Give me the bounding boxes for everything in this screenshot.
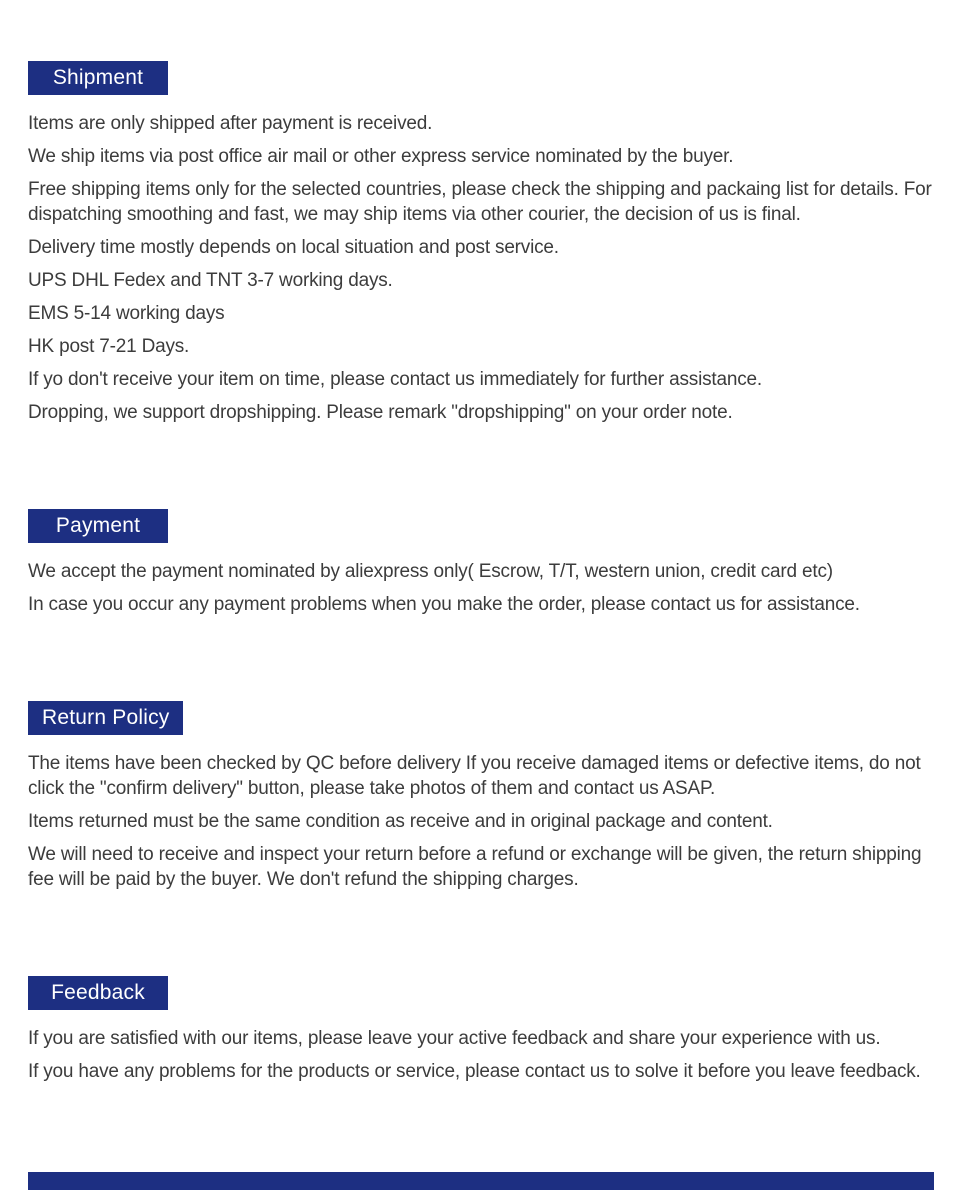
payment-paragraph: We accept the payment nominated by aliexpress only( Escrow, T/T, western union, credit card etc) [28,561,833,582]
shipment-paragraph: Delivery time mostly depends on local situation and post service. [28,237,559,258]
feedback-paragraph: If you are satisfied with our items, please leave your active feedback and share your experience with us. [28,1028,881,1049]
shipment-paragraph: Items are only shipped after payment is received. [28,113,433,134]
section-header-payment: Payment [28,509,168,543]
shipment-paragraph: If yo don't receive your item on time, please contact us immediately for further assistance. [28,369,762,390]
section-header-shipment: Shipment [28,61,168,95]
return-policy-paragraph: The items have been checked by QC before delivery If you receive damaged items or defective items, do not click the "confirm delivery" button, please take photos of them and contact us ASAP. [28,753,921,799]
return-policy-paragraph: Items returned must be the same condition as receive and in original package and content. [28,811,773,832]
next-section-bar [28,1172,934,1190]
shipment-paragraph: We ship items via post office air mail or other express service nominated by the buyer. [28,146,734,167]
shipment-paragraph: UPS DHL Fedex and TNT 3-7 working days. [28,270,393,291]
section-return-policy [28,701,934,892]
section-shipment [28,61,934,425]
section-header-feedback: Feedback [28,976,168,1010]
section-payment [28,509,934,617]
return-policy-paragraph: We will need to receive and inspect your return before a refund or exchange will be given, the return shipping fee will be paid by the buyer. We don't refund the shipping charges. [28,844,922,890]
shipment-paragraph: Dropping, we support dropshipping. Please remark "dropshipping" on your order note. [28,402,733,423]
section-feedback [28,976,934,1084]
payment-paragraph: In case you occur any payment problems when you make the order, please contact us for assistance. [28,594,860,615]
section-header-return-policy: Return Policy [28,701,183,735]
feedback-paragraph: If you have any problems for the products or service, please contact us to solve it before you leave feedback. [28,1061,921,1082]
shipment-paragraph: Free shipping items only for the selected countries, please check the shipping and packaing list for details. For dispatching smoothing and fast, we may ship items via other courier, the decision of us is final. [28,179,932,225]
shipment-paragraph: HK post 7-21 Days. [28,336,190,357]
shipment-paragraph: EMS 5-14 working days [28,303,225,324]
